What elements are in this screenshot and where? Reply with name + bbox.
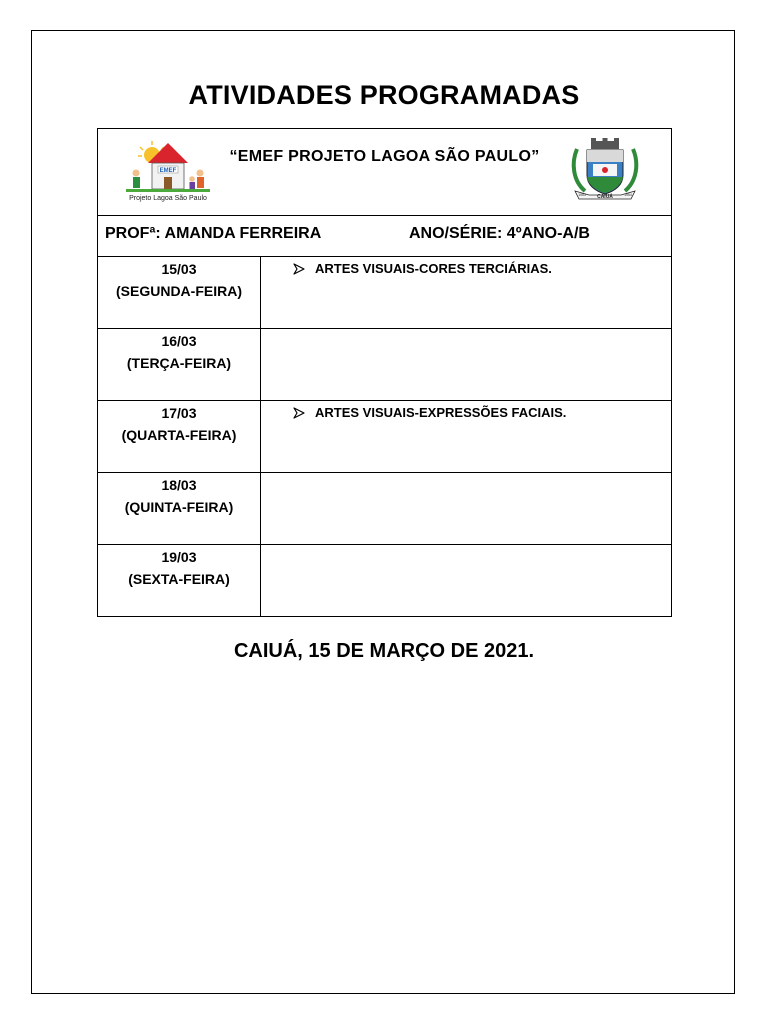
weekday: (TERÇA-FEIRA): [126, 355, 232, 371]
activity-cell: [261, 545, 672, 617]
page-title: ATIVIDADES PROGRAMADAS: [188, 80, 580, 110]
date: 19/03: [161, 549, 197, 565]
schedule-row: [98, 545, 672, 617]
school-name: “EMEF PROJETO LAGOA SÃO PAULO”: [229, 148, 540, 165]
date: 18/03: [161, 477, 197, 493]
date-cell: [98, 329, 261, 401]
activity-cell: [261, 401, 672, 473]
date-cell: [98, 401, 261, 473]
weekday: (QUARTA-FEIRA): [121, 427, 237, 443]
schedule-row: [98, 257, 672, 329]
activity-item: [261, 257, 671, 276]
svg-text:1953: 1953: [578, 193, 586, 197]
date-cell: [98, 545, 261, 617]
svg-text:CAIUÁ: CAIUÁ: [597, 194, 613, 200]
date-cell: [98, 473, 261, 545]
date-cell: [98, 257, 261, 329]
arrow-bullet-icon: [293, 263, 305, 275]
date: 17/03: [161, 405, 197, 421]
activity-cell: [261, 257, 672, 329]
activity-item: [261, 401, 671, 420]
svg-text:Projeto Lagoa São Paulo: Projeto Lagoa São Paulo: [129, 195, 207, 202]
teacher-row: [98, 216, 672, 257]
activity-cell: [261, 473, 672, 545]
date: 15/03: [161, 261, 197, 277]
activity-text: ARTES VISUAIS-CORES TERCIÁRIAS.: [315, 261, 552, 276]
activity-text: ARTES VISUAIS-EXPRESSÕES FACIAIS.: [315, 405, 567, 420]
date: 16/03: [161, 333, 197, 349]
city-coat-of-arms-icon: [569, 137, 641, 203]
arrow-bullet-icon: [293, 407, 305, 419]
weekday: (SEGUNDA-FEIRA): [116, 283, 242, 299]
weekday: (QUINTA-FEIRA): [124, 499, 234, 515]
teacher-name: PROFª: AMANDA FERREIRA: [105, 225, 322, 242]
svg-text:EMEF: EMEF: [159, 168, 177, 174]
svg-text:1954: 1954: [624, 193, 632, 197]
schedule-row: [98, 473, 672, 545]
school-header: [98, 129, 672, 216]
weekday: (SEXTA-FEIRA): [128, 571, 230, 587]
grade-label: ANO/SÉRIE: 4ºANO-A/B: [409, 225, 590, 242]
activity-cell: [261, 329, 672, 401]
schedule-row: [98, 329, 672, 401]
place-and-date: CAIUÁ, 15 DE MARÇO DE 2021.: [233, 640, 535, 662]
schedule-row: [98, 401, 672, 473]
schedule-table: [97, 128, 672, 617]
